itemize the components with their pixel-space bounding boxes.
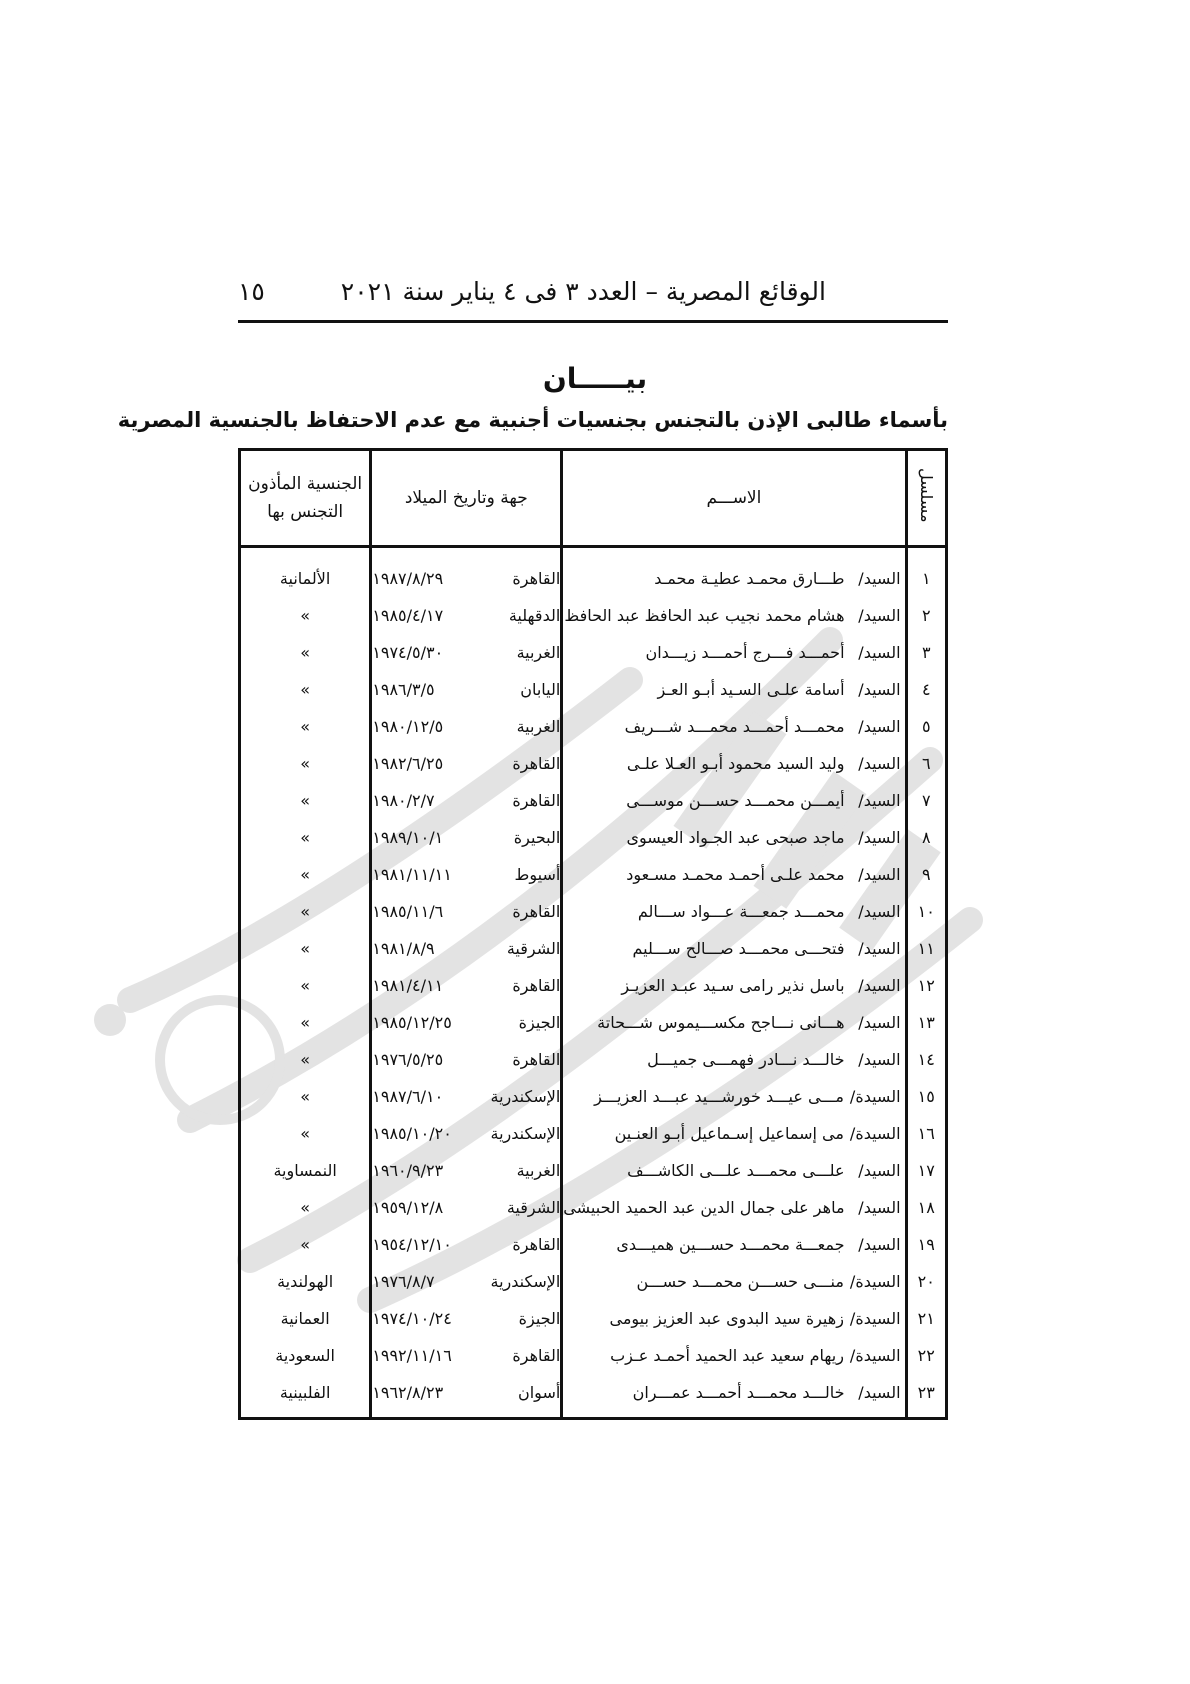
row-nationality: »: [300, 754, 311, 773]
row-person-name: أحمـــد فـــرج أحمـــد زيـــدان: [645, 643, 845, 662]
row-birth-cell: [369, 1115, 560, 1152]
row-person-name: ماجد صبحى عبد الجـواد العيسوى: [626, 828, 845, 847]
row-name-cell: [560, 708, 904, 745]
row-serial: ١: [905, 548, 945, 597]
row-birth-cell: [369, 967, 560, 1004]
row-nationality: الهولندية: [277, 1272, 334, 1291]
row-name-cell: [560, 1263, 904, 1300]
row-serial: ٦: [905, 745, 945, 782]
row-name-cell: [560, 1078, 904, 1115]
row-serial: ٢٠: [905, 1263, 945, 1300]
row-nationality: »: [300, 939, 311, 958]
table-row: [241, 745, 945, 782]
row-person-name: هشام محمد نجيب عبد الحافظ عبد الحافظ: [564, 606, 845, 625]
row-birth-place: الشرقية: [506, 1198, 561, 1217]
table-row: [241, 1189, 945, 1226]
row-birth-cell: [369, 548, 560, 597]
row-person-name: محمـــد جمعـــة عـــواد ســـالم: [637, 902, 845, 921]
row-birth-cell: [369, 1004, 560, 1041]
row-honorific: السيد/: [858, 1050, 901, 1069]
row-person-name: باسل نذير رامى سـيد عبـد العزيـز: [621, 976, 845, 995]
table-row: [241, 634, 945, 671]
row-birth-place: الدقهلية: [508, 606, 561, 625]
document-subtitle: بأسماء طالبى الإذن بالتجنس بجنسيات أجنبية مع عدم الاحتفاظ بالجنسية المصرية: [117, 408, 948, 432]
table-row: [241, 782, 945, 819]
table-row: [241, 1115, 945, 1152]
row-nationality: »: [300, 902, 311, 921]
table-row: [241, 1004, 945, 1041]
row-serial: ٥: [905, 708, 945, 745]
row-serial: ١٤: [905, 1041, 945, 1078]
row-birth-place: اليابان: [520, 680, 561, 699]
row-honorific: السيدة/: [849, 1309, 901, 1328]
row-birth-date: ١٩٧٤/١٠/٢٤: [372, 1309, 452, 1328]
header-serial: مسلسل: [905, 451, 945, 548]
table-row: [241, 1263, 945, 1300]
header-name: الاســـم: [560, 451, 904, 548]
row-birth-place: أسوان: [517, 1383, 561, 1402]
row-person-name: جمعـــة محمـــد حســـين هميـــدى: [616, 1235, 845, 1254]
row-nationality: »: [300, 1013, 311, 1032]
row-honorific: السيد/: [858, 1235, 901, 1254]
row-honorific: السيد/: [858, 1013, 901, 1032]
row-birth-date: ١٩٨١/٨/٩: [372, 939, 435, 958]
row-nationality: »: [300, 1087, 311, 1106]
row-nationality: »: [300, 680, 311, 699]
row-name-cell: [560, 597, 904, 634]
row-birth-place: القاهرة: [512, 569, 561, 588]
row-birth-date: ١٩٨٥/١٠/٢٠: [372, 1124, 452, 1143]
row-serial: ١٥: [905, 1078, 945, 1115]
row-nationality: السعودية: [275, 1346, 335, 1365]
row-birth-date: ١٩٨٠/٢/٧: [372, 791, 435, 810]
row-name-cell: [560, 1226, 904, 1263]
row-honorific: السيد/: [858, 1198, 901, 1217]
row-name-cell: [560, 856, 904, 893]
row-birth-cell: [369, 671, 560, 708]
row-person-name: خالـــد نـــادر فهمـــى جميـــل: [647, 1050, 845, 1069]
row-honorific: السيد/: [858, 569, 901, 588]
row-birth-place: القاهرة: [512, 791, 561, 810]
header-birth: جهة وتاريخ الميلاد: [369, 451, 560, 548]
row-birth-place: الشرقية: [506, 939, 561, 958]
row-birth-date: ١٩٦٠/٩/٢٣: [372, 1161, 444, 1180]
row-serial: ٨: [905, 819, 945, 856]
row-name-cell: [560, 671, 904, 708]
row-birth-place: الغربية: [516, 1161, 561, 1180]
table-row: [241, 819, 945, 856]
row-birth-date: ١٩٥٩/١٢/٨: [372, 1198, 444, 1217]
row-birth-date: ١٩٨٦/٣/٥: [372, 680, 435, 699]
row-honorific: السيد/: [858, 902, 901, 921]
row-birth-date: ١٩٨٥/١١/٦: [372, 902, 444, 921]
row-honorific: السيد/: [858, 865, 901, 884]
row-birth-date: ١٩٨٥/٤/١٧: [372, 606, 444, 625]
row-birth-place: الجيزة: [518, 1309, 561, 1328]
row-serial: ١٧: [905, 1152, 945, 1189]
row-person-name: منـــى حســـن محمـــد حســـن: [636, 1272, 844, 1291]
row-birth-place: الغربية: [516, 717, 561, 736]
row-honorific: السيدة/: [849, 1272, 901, 1291]
row-serial: ٧: [905, 782, 945, 819]
row-nationality: »: [300, 717, 311, 736]
row-person-name: مـــى عيـــد خورشـــيد عبـــد العزيـــز: [594, 1087, 844, 1106]
row-name-cell: [560, 1337, 904, 1374]
table-row: [241, 930, 945, 967]
header-nationality: الجنسية المأذون التجنس بها: [241, 451, 369, 548]
row-nationality: »: [300, 791, 311, 810]
row-name-cell: [560, 634, 904, 671]
row-birth-date: ١٩٨١/٤/١١: [372, 976, 444, 995]
row-birth-place: أسيوط: [514, 865, 561, 884]
row-birth-cell: [369, 893, 560, 930]
row-person-name: زهيرة سيد البدوى عبد العزيز بيومى: [609, 1309, 844, 1328]
row-person-name: ماهر على جمال الدين عبد الحميد الحبيشى: [563, 1198, 845, 1217]
row-birth-date: ١٩٨٢/٦/٢٥: [372, 754, 444, 773]
table-row: [241, 1374, 945, 1417]
row-person-name: طـــارق محمـد عطيـة محمـد: [654, 569, 845, 588]
row-honorific: السيد/: [858, 939, 901, 958]
row-honorific: السيدة/: [849, 1124, 901, 1143]
row-serial: ١٦: [905, 1115, 945, 1152]
row-person-name: أسامة علـى السـيد أبـو العـز: [657, 680, 845, 699]
row-birth-cell: [369, 1337, 560, 1374]
row-birth-place: القاهرة: [512, 976, 561, 995]
row-name-cell: [560, 1004, 904, 1041]
page-number: ١٥: [238, 277, 265, 306]
row-birth-place: الإسكندرية: [490, 1124, 561, 1143]
row-honorific: السيد/: [858, 828, 901, 847]
row-birth-cell: [369, 856, 560, 893]
row-nationality: »: [300, 1050, 311, 1069]
row-honorific: السيدة/: [849, 1087, 901, 1106]
row-honorific: السيد/: [858, 754, 901, 773]
row-birth-date: ١٩٨٩/١٠/١: [372, 828, 444, 847]
row-nationality: الألمانية: [279, 569, 331, 588]
row-birth-cell: [369, 1189, 560, 1226]
row-serial: ١٢: [905, 967, 945, 1004]
table-row: [241, 1337, 945, 1374]
row-birth-date: ١٩٨٧/٨/٢٩: [372, 569, 444, 588]
row-person-name: وليد السيد محمود أبـو العـلا علـى: [626, 754, 845, 773]
row-nationality: النمساوية: [273, 1161, 337, 1180]
row-birth-date: ١٩٨٥/١٢/٢٥: [372, 1013, 452, 1032]
row-birth-place: الإسكندرية: [490, 1272, 561, 1291]
row-person-name: علـــى محمـــد علـــى الكاشـــف: [627, 1161, 845, 1180]
row-birth-date: ١٩٩٢/١١/١٦: [372, 1346, 452, 1365]
row-serial: ١٨: [905, 1189, 945, 1226]
header-divider: [238, 320, 948, 323]
row-serial: ٢٣: [905, 1374, 945, 1417]
row-honorific: السيد/: [858, 680, 901, 699]
row-birth-place: الغربية: [516, 643, 561, 662]
row-person-name: محمـــد أحمـــد محمـــد شـــريف: [624, 717, 845, 736]
row-honorific: السيد/: [858, 643, 901, 662]
row-nationality: »: [300, 1235, 311, 1254]
row-person-name: مى إسماعيل إسـماعيل أبـو العنـين: [614, 1124, 844, 1143]
table-row: [241, 671, 945, 708]
row-birth-cell: [369, 1078, 560, 1115]
row-name-cell: [560, 1152, 904, 1189]
row-person-name: خالـــد محمـــد أحمـــد عمـــران: [632, 1383, 845, 1402]
row-name-cell: [560, 745, 904, 782]
row-nationality: العمانية: [280, 1309, 330, 1328]
row-honorific: السيد/: [858, 1383, 901, 1402]
row-serial: ١٠: [905, 893, 945, 930]
row-name-cell: [560, 930, 904, 967]
row-serial: ٤: [905, 671, 945, 708]
table-row: [241, 1300, 945, 1337]
row-birth-place: القاهرة: [512, 1235, 561, 1254]
row-birth-cell: [369, 1374, 560, 1417]
row-birth-place: القاهرة: [512, 1346, 561, 1365]
row-name-cell: [560, 1115, 904, 1152]
row-birth-date: ١٩٨٠/١٢/٥: [372, 717, 444, 736]
row-birth-cell: [369, 1041, 560, 1078]
row-serial: ٢: [905, 597, 945, 634]
row-birth-date: ١٩٨٧/٦/١٠: [372, 1087, 444, 1106]
naturalization-table: [238, 448, 948, 1420]
row-birth-cell: [369, 1226, 560, 1263]
row-birth-cell: [369, 634, 560, 671]
row-nationality: »: [300, 828, 311, 847]
row-birth-cell: [369, 782, 560, 819]
table-row: [241, 1152, 945, 1189]
table-row: [241, 597, 945, 634]
row-honorific: السيدة/: [849, 1346, 901, 1365]
row-name-cell: [560, 1041, 904, 1078]
row-birth-cell: [369, 1263, 560, 1300]
row-name-cell: [560, 967, 904, 1004]
row-serial: ١١: [905, 930, 945, 967]
row-birth-place: الجيزة: [518, 1013, 561, 1032]
row-birth-date: ١٩٧٤/٥/٣٠: [372, 643, 444, 662]
row-name-cell: [560, 893, 904, 930]
table-row: [241, 1226, 945, 1263]
row-birth-cell: [369, 1152, 560, 1189]
row-birth-cell: [369, 745, 560, 782]
row-birth-place: البحيرة: [513, 828, 561, 847]
gazette-issue-title: الوقائع المصرية – العدد ٣ فى ٤ يناير سنة ٢٠٢١: [340, 277, 826, 306]
row-nationality: الفلبينية: [279, 1383, 331, 1402]
row-serial: ١٩: [905, 1226, 945, 1263]
row-person-name: هـــانى نـــاجح مكســـيموس شـــحاتة: [597, 1013, 845, 1032]
table-row: [241, 967, 945, 1004]
row-honorific: السيد/: [858, 1161, 901, 1180]
row-name-cell: [560, 782, 904, 819]
page-header: [238, 272, 946, 312]
row-nationality: »: [300, 643, 311, 662]
row-person-name: ريهام سعيد عبد الحميد أحمـد عـزب: [610, 1346, 844, 1365]
row-name-cell: [560, 1189, 904, 1226]
row-name-cell: [560, 1300, 904, 1337]
row-name-cell: [560, 548, 904, 597]
row-birth-date: ١٩٦٢/٨/٢٣: [372, 1383, 444, 1402]
row-serial: ١٣: [905, 1004, 945, 1041]
row-birth-date: ١٩٧٦/٥/٢٥: [372, 1050, 444, 1069]
row-birth-cell: [369, 708, 560, 745]
row-person-name: فتحـــى محمـــد صـــالح ســـليم: [632, 939, 845, 958]
row-birth-place: القاهرة: [512, 902, 561, 921]
table-row: [241, 893, 945, 930]
row-birth-cell: [369, 819, 560, 856]
row-birth-date: ١٩٨١/١١/١١: [372, 865, 452, 884]
row-birth-place: القاهرة: [512, 1050, 561, 1069]
row-honorific: السيد/: [858, 976, 901, 995]
row-nationality: »: [300, 976, 311, 995]
row-nationality: »: [300, 1124, 311, 1143]
row-nationality: »: [300, 606, 311, 625]
row-birth-cell: [369, 1300, 560, 1337]
row-birth-date: ١٩٥٤/١٢/١٠: [372, 1235, 452, 1254]
row-honorific: السيد/: [858, 717, 901, 736]
table-row: [241, 856, 945, 893]
row-nationality: »: [300, 865, 311, 884]
table-header-row: [241, 451, 945, 548]
row-serial: ٣: [905, 634, 945, 671]
row-name-cell: [560, 819, 904, 856]
row-birth-date: ١٩٧٦/٨/٧: [372, 1272, 435, 1291]
table-row: [241, 548, 945, 597]
row-honorific: السيد/: [858, 606, 901, 625]
row-name-cell: [560, 1374, 904, 1417]
table-row: [241, 708, 945, 745]
row-serial: ٢٢: [905, 1337, 945, 1374]
table-row: [241, 1078, 945, 1115]
row-birth-cell: [369, 930, 560, 967]
row-nationality: »: [300, 1198, 311, 1217]
row-serial: ٢١: [905, 1300, 945, 1337]
table-row: [241, 1041, 945, 1078]
row-serial: ٩: [905, 856, 945, 893]
row-birth-place: القاهرة: [512, 754, 561, 773]
row-birth-cell: [369, 597, 560, 634]
row-person-name: محمد علـى أحمـد محمـد مسـعود: [626, 865, 845, 884]
document-title: بيـــــان: [542, 362, 648, 395]
row-birth-place: الإسكندرية: [490, 1087, 561, 1106]
row-honorific: السيد/: [858, 791, 901, 810]
row-person-name: أيمـــن محمـــد حســـن موســـى: [626, 791, 845, 810]
